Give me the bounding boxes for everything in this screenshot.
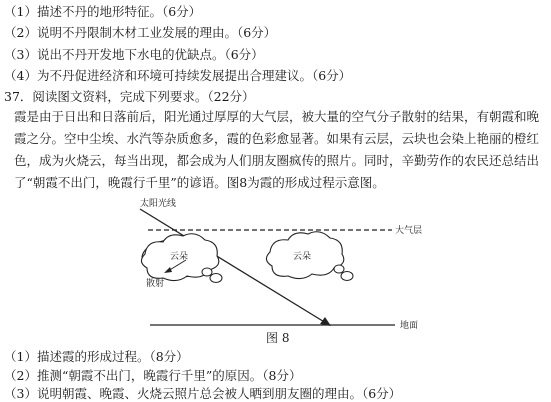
question-37-heading: 37．阅读图文资料，完成下列要求。（22分）	[4, 89, 255, 104]
question-37-2: （2）推测“朝霞不出门，晚霞行千里”的原因。（8分）	[4, 368, 302, 383]
figure-8-drawing	[0, 196, 551, 346]
question-37-passage: 霞是由于日出和日落前后，阳光通过厚厚的大气层，被大量的空气分子散射的结果，有朝霞和晚霞之分。空中尘埃、水汽等杂质愈多，霞的色彩愈显著。如果有云层，云块也会染上艳丽的橙红色，成为火烧云，每当出现，都会成为人们朋友圈疯传的照片。同时，辛勤劳作的农民还总结出了“朝霞不出门，晚霞行千里”的谚语。图8为霞的形成过程示意图。	[14, 109, 540, 190]
question-36-1: （1）描述不丹的地形特征。（6分）	[4, 4, 202, 19]
atmosphere-label: 大气层	[395, 226, 423, 236]
question-37-3: （3）说明朝霞、晚霞、火烧云照片总会被人晒到朋友圈的理由。（6分）	[4, 386, 402, 401]
figure-8	[0, 196, 551, 346]
cloud-1-label: 云朵	[170, 252, 189, 262]
scatter-label: 散射	[146, 279, 165, 289]
cloud-2-label: 云朵	[293, 252, 312, 262]
question-37-1: （1）描述霞的形成过程。（8分）	[4, 349, 189, 364]
sunlight-label: 太阳光线	[140, 199, 177, 209]
question-36-3: （3）说出不丹开发地下水电的优缺点。（6分）	[4, 47, 264, 62]
ground-label: 地面	[400, 321, 419, 331]
question-36-2: （2）说明不丹限制木材工业发展的理由。（6分）	[4, 25, 277, 40]
figure-caption: 图 8	[266, 331, 290, 345]
question-36-4: （4）为不丹促进经济和环境可持续发展提出合理建议。（6分）	[4, 68, 352, 83]
